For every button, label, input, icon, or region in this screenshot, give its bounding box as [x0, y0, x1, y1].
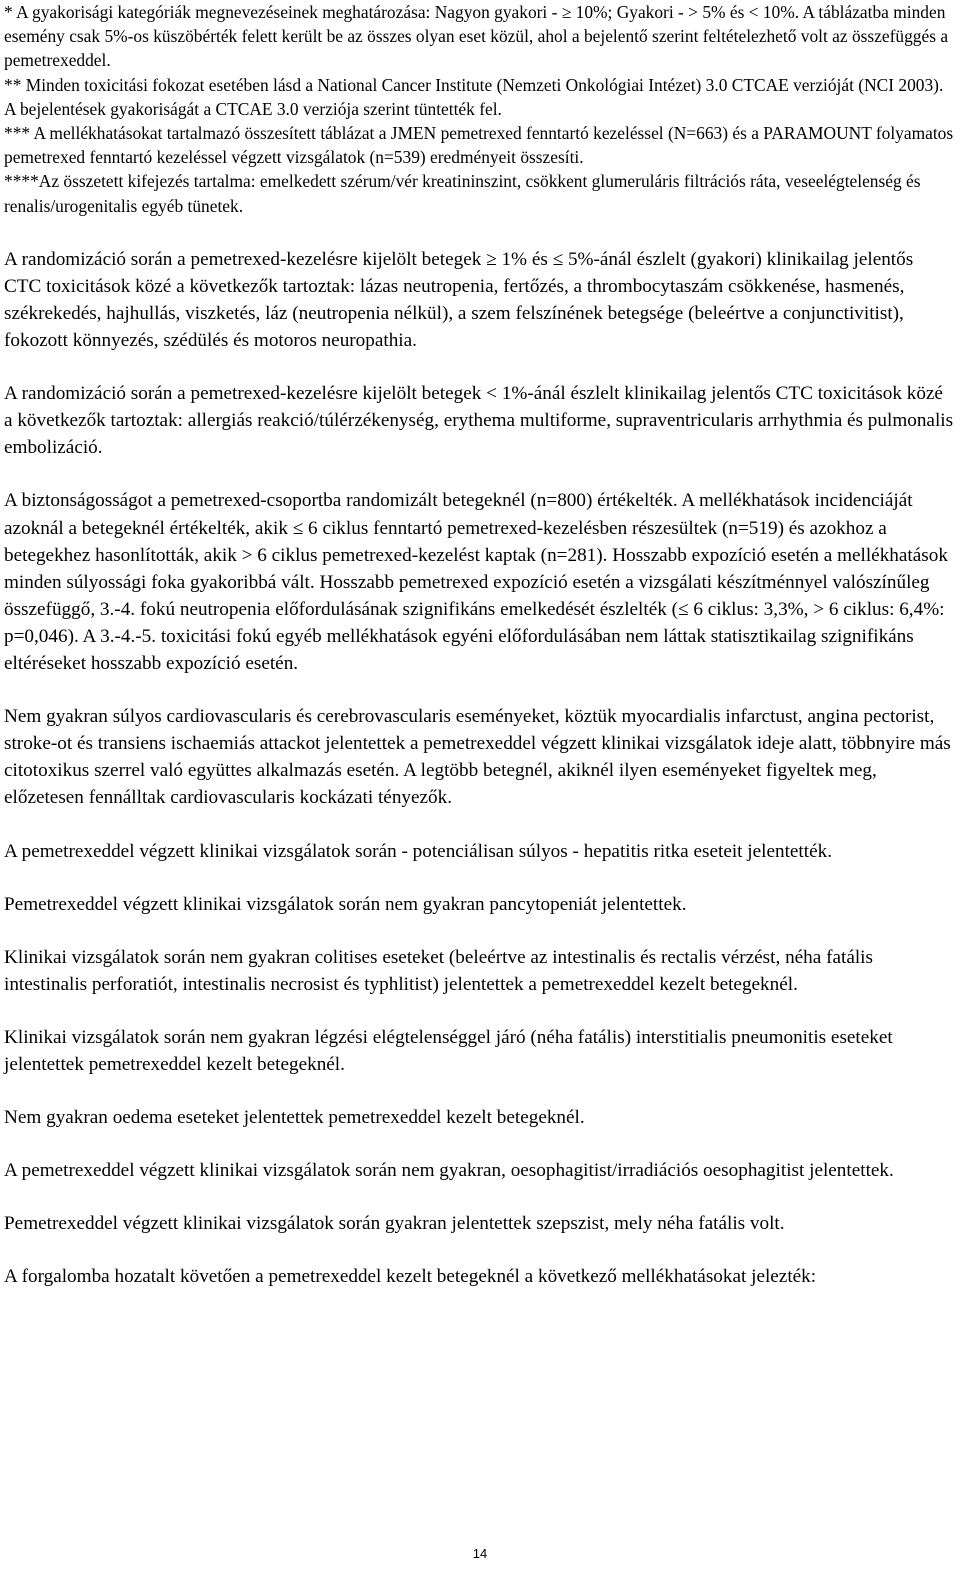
document-page — [4, 0, 954, 1316]
paragraph-hepatitis: A pemetrexeddel végzett klinikai vizsgálatok során - potenciálisan súlyos - hepatitis ritka eseteit jelentették. — [4, 840, 832, 862]
paragraph-rare-ctc-toxicities: A randomizáció során a pemetrexed-kezelésre kijelölt betegek < 1%-ánál észlelt klinikailag jelentős CTC toxicitások közé a következők tartoztak: allergiás reakció/túlérzékenység, erythema multiforme, supraventricularis arrhythmia és pulmonalis embolizáció. — [4, 383, 954, 459]
paragraph-oesophagitis: A pemetrexeddel végzett klinikai vizsgálatok során nem gyakran, oesophagitist/irradiációs oesophagitist jelentettek. — [4, 1160, 894, 1182]
paragraph-pneumonitis: Klinikai vizsgálatok során nem gyakran légzési elégtelenséggel járó (néha fatális) interstitialis pneumonitis eseteket jelentettek pemetrexeddel kezelt betegeknél. — [4, 1026, 893, 1075]
footnote-composite-term: ****Az összetett kifejezés tartalma: emelkedett szérum/vér kreatininszint, csökkent glumeruláris filtrációs ráta, veseelégtelenség és renalis/urogenitalis egyéb tünetek. — [4, 171, 921, 216]
footnote-toxicity-grades: ** Minden toxicitási fokozat esetében lásd a National Cancer Institute (Nemzeti Onkológiai Intézet) 3.0 CTCAE verzióját (NCI 2003). A bejelentések gyakoriságát a CTCAE 3.0 verziója szerint tüntették fel. — [4, 74, 944, 119]
page-number: 14 — [472, 1546, 488, 1561]
footnote-pooled-table: *** A mellékhatásokat tartalmazó összesített táblázat a JMEN pemetrexed fenntartó kezeléssel (N=663) és a PARAMOUNT folyamatos pemetrexed fenntartó kezeléssel végzett vizsgálatok (n=539) eredményeit összesíti. — [4, 123, 954, 168]
footnotes-section — [4, 0, 954, 218]
paragraph-safety-evaluation: A biztonságosságot a pemetrexed-csoportba randomizált betegeknél (n=800) értékelték. A mellékhatások incidenciáját azoknál a betegeknél értékelték, akik ≤ 6 ciklus fenntartó pemetrexed-kezelésben részesültek (n=519) és azokhoz a betegekhez hasonlították, akik > 6 ciklus pemetrexed-kezelést kaptak (n=281). Hosszabb expozíció esetén a mellékhatások minden súlyossági foka gyakoribbá vált. Hosszabb pemetrexed expozíció esetén a vizsgálati készítménnyel valószínűleg összefüggő, 3.-4. fokú neutropenia előfordulásának szignifikáns emelkedését észlelték (≤ 6 ciklus: 3,3%, > 6 ciklus: 6,4%: p=0,046). A 3.-4.-5. toxicitási fokú egyéb mellékhatások egyéni előfordulásában nem láttak statisztikailag szignifikáns eltéréseket hosszabb expozíció esetén. — [4, 490, 948, 675]
body-text-section — [4, 246, 954, 1291]
paragraph-common-ctc-toxicities: A randomizáció során a pemetrexed-kezelésre kijelölt betegek ≥ 1% és ≤ 5%-ánál észlelt (gyakori) klinikailag jelentős CTC toxicitások közé a következők tartoztak: lázas neutropenia, fertőzés, a thrombocytaszám csökkenése, hasmenés, székrekedés, hajhullás, viszketés, láz (neutropenia nélkül), a szem felszínének betegsége (beleértve a conjunctivitist), fokozott könnyezés, szédülés és motoros neuropathia. — [4, 248, 914, 352]
paragraph-cardiovascular-events: Nem gyakran súlyos cardiovascularis és cerebrovascularis eseményeket, köztük myocardialis infarctust, angina pectorist, stroke-ot és transiens ischaemiás attackot jelentettek a pemetrexeddel végzett klinikai vizsgálatok ideje alatt, többnyire más citotoxikus szerrel való együttes alkalmazás esetén. A legtöbb betegnél, akiknél ilyen eseményeket figyeltek meg, előzetesen fennálltak cardiovascularis kockázati tényezők. — [4, 706, 951, 809]
paragraph-oedema: Nem gyakran oedema eseteket jelentettek pemetrexeddel kezelt betegeknél. — [4, 1107, 585, 1129]
footnote-frequency-definition: * A gyakorisági kategóriák megnevezéseinek meghatározása: Nagyon gyakori - ≥ 10%; Gyakori - > 5% és < 10%. A táblázatba minden esemény csak 5%-os küszöbérték felett került be az összes olyan eset közül, ahol a bejelentő szerint feltételezhető volt az összefüggés a pemetrexeddel. — [4, 2, 949, 71]
paragraph-sepsis: Pemetrexeddel végzett klinikai vizsgálatok során gyakran jelentettek szepszist, mely néha fatális volt. — [4, 1213, 785, 1235]
paragraph-colitis: Klinikai vizsgálatok során nem gyakran colitises eseteket (beleértve az intestinalis és rectalis vérzést, néha fatális intestinalis perforatiót, intestinalis necrosist és typhlitist) jelentettek a pemetrexeddel kezelt betegeknél. — [4, 946, 873, 995]
paragraph-pancytopenia: Pemetrexeddel végzett klinikai vizsgálatok során nem gyakran pancytopeniát jelentettek. — [4, 893, 687, 915]
paragraph-postmarketing: A forgalomba hozatalt követően a pemetrexeddel kezelt betegeknél a következő mellékhatásokat jelezték: — [4, 1266, 817, 1288]
